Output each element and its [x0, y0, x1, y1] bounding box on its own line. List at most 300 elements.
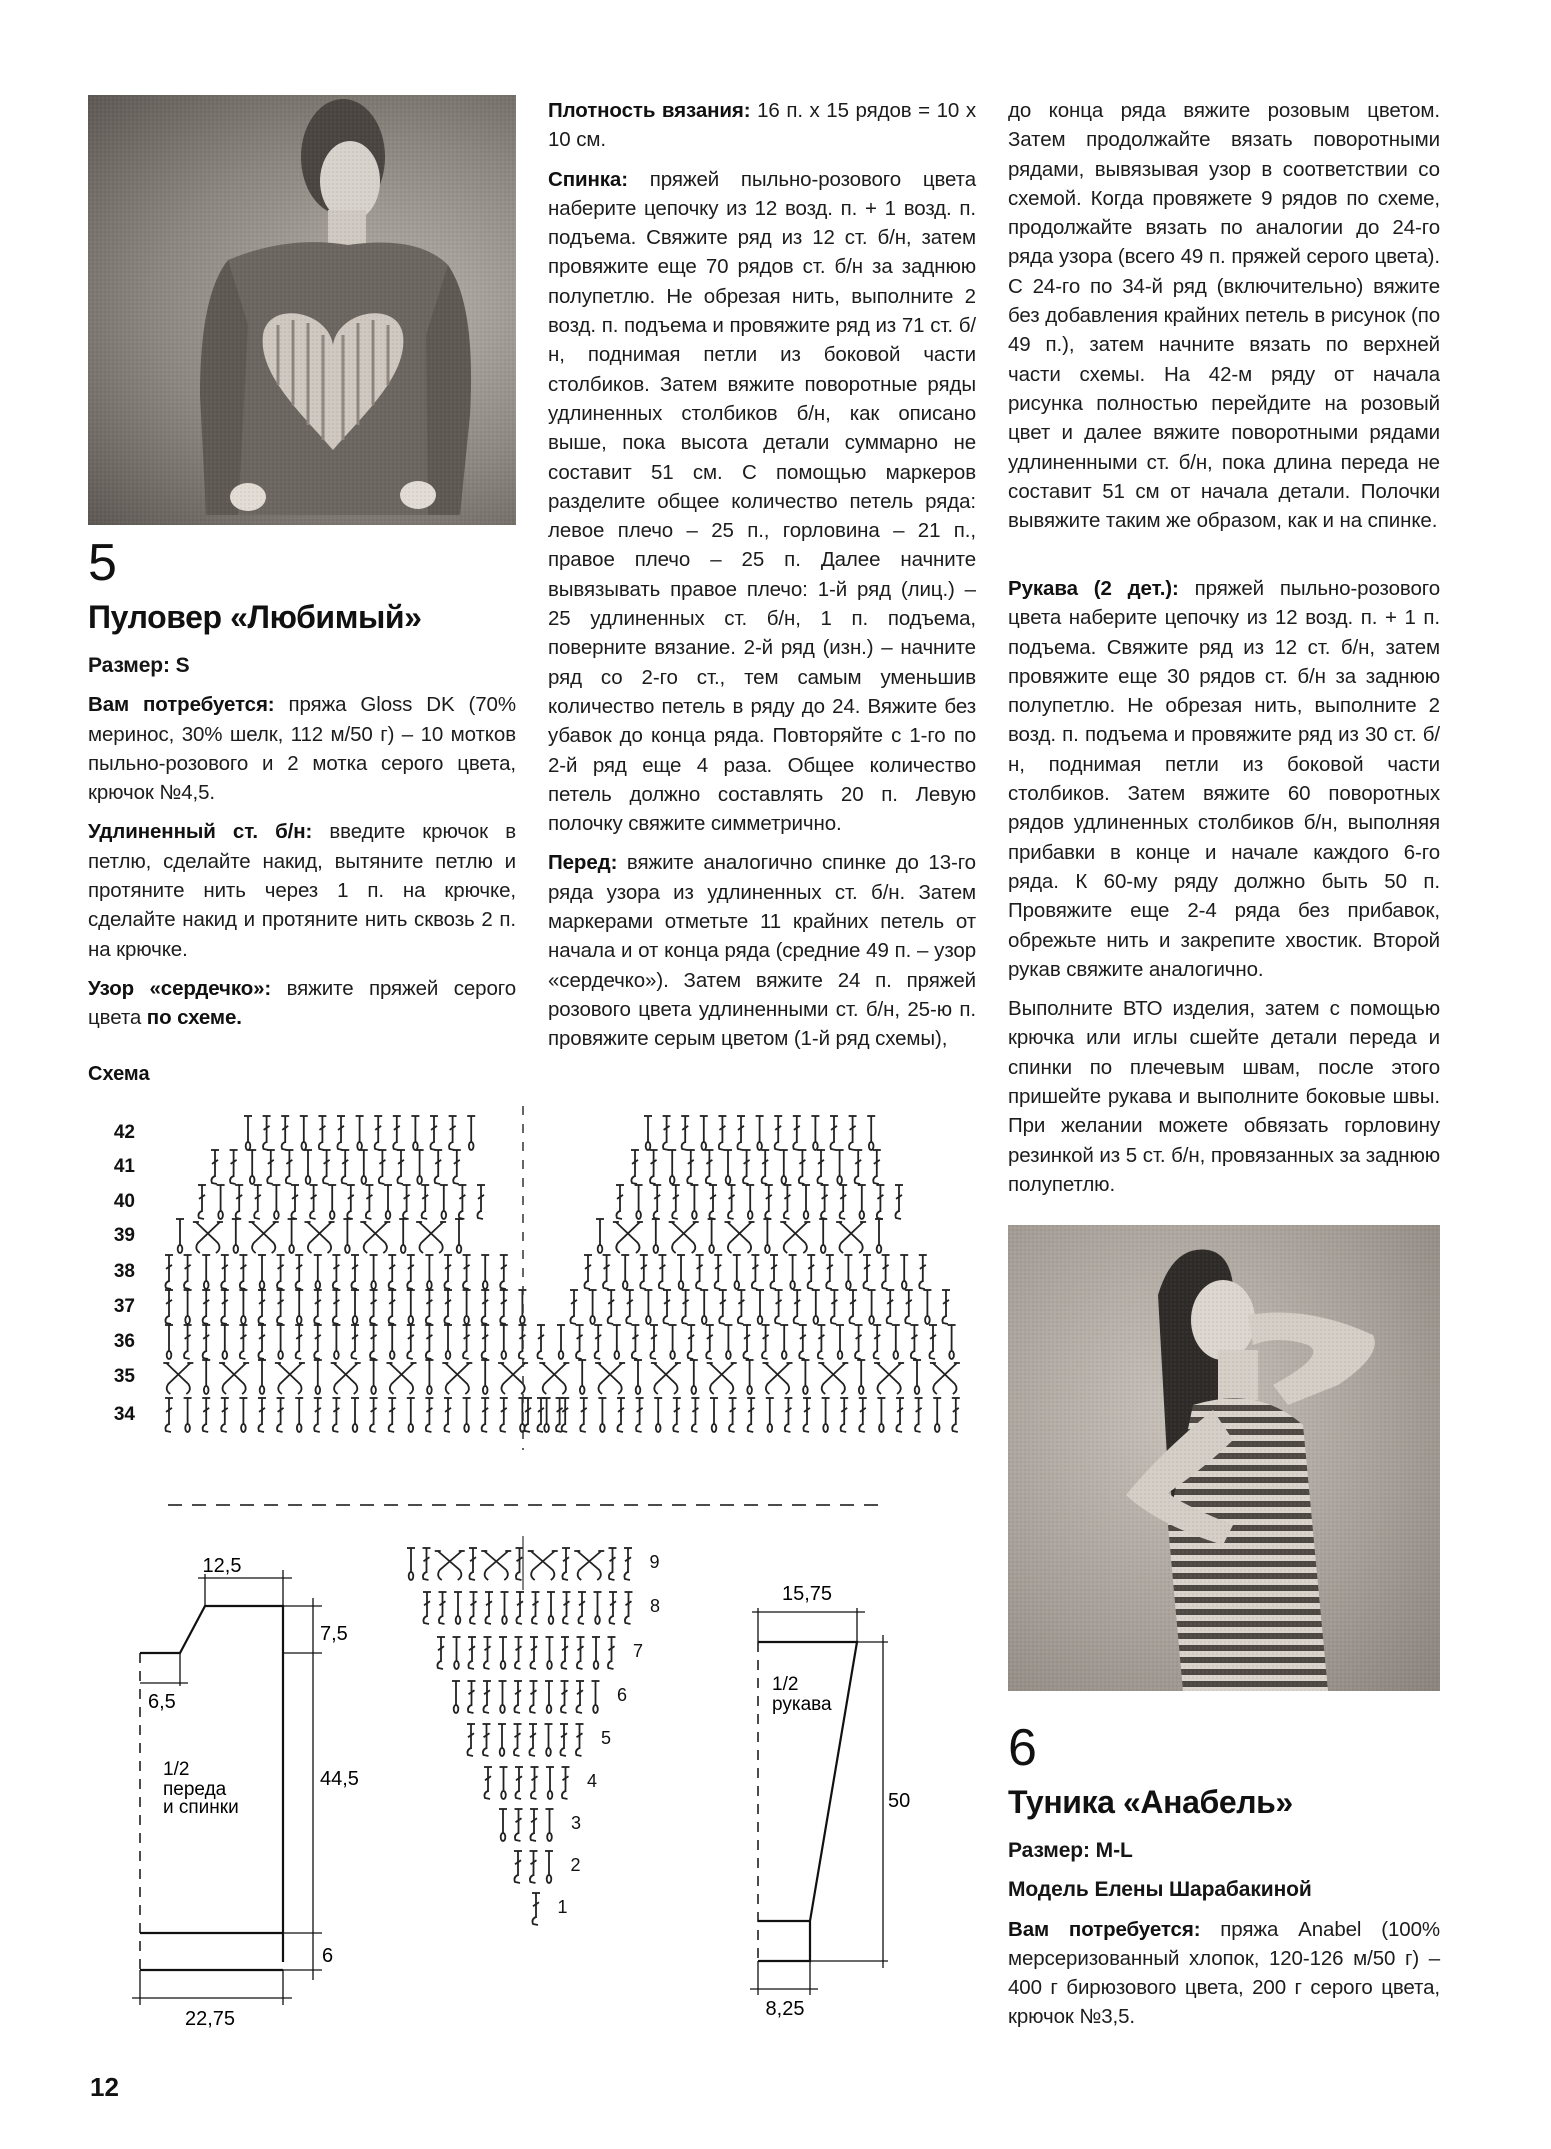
row-label: 41 — [113, 1156, 135, 1177]
stitch-symbol — [784, 1398, 792, 1432]
gauge — [548, 96, 976, 155]
stitch-symbol — [596, 1219, 604, 1253]
stitch-symbol — [314, 1398, 322, 1432]
stitch-symbol — [531, 1767, 539, 1799]
stitch-symbol — [594, 1592, 602, 1624]
stitch-symbol — [425, 1255, 433, 1289]
stitch-symbol — [873, 1150, 881, 1184]
stitch-symbol — [545, 1724, 553, 1756]
stitch-symbol — [285, 1150, 293, 1184]
stitch-symbol — [746, 1360, 754, 1394]
lower-chart — [407, 1536, 660, 1925]
stitch-symbol — [425, 1325, 433, 1359]
heart-pattern-note — [88, 974, 516, 1033]
stitch-symbol — [576, 1681, 584, 1713]
crossed-stitch-symbol — [528, 1551, 558, 1580]
row-label: 2 — [570, 1855, 581, 1875]
stitch-symbol — [439, 1592, 447, 1624]
stitch-symbol — [770, 1255, 778, 1289]
stitch-symbol — [592, 1637, 600, 1669]
stitch-symbol — [905, 1290, 913, 1324]
row-label: 8 — [650, 1596, 661, 1616]
stitch-symbol — [915, 1398, 923, 1432]
stitch-symbol — [341, 1150, 349, 1184]
stitch-symbol — [310, 1185, 318, 1219]
stitch-symbol — [184, 1290, 192, 1324]
stitch-symbol — [384, 1185, 392, 1219]
stitch-symbol — [839, 1185, 847, 1219]
stitch-symbol — [560, 1724, 568, 1756]
stitch-symbol — [636, 1398, 644, 1432]
stitch-symbol — [277, 1325, 285, 1359]
row-label: 34 — [113, 1404, 135, 1425]
stitch-symbol — [546, 1767, 554, 1799]
stitch-symbol — [230, 1150, 238, 1184]
stitch-symbol — [793, 1290, 801, 1324]
pattern6-materials — [1008, 1915, 1440, 2032]
tunic-photo — [1008, 1225, 1440, 1691]
stitch-symbol — [440, 1185, 448, 1219]
stitch-symbol — [577, 1637, 585, 1669]
stitch-symbol — [239, 1325, 247, 1359]
stitch-symbol — [184, 1325, 192, 1359]
stitch-symbol — [407, 1255, 415, 1289]
stitch-symbol — [719, 1290, 727, 1324]
stitch-symbol — [743, 1150, 751, 1184]
materials-text: пряжа Gloss DK (70% меринос, 30% шелк, 112 м/50 г) – 10 мотков пыльно-розового и 2 мотка серого цвета, крючок №4,5. — [88, 693, 516, 805]
stitch-symbol — [763, 1219, 771, 1253]
stitch-symbol — [873, 1325, 881, 1359]
stitch-symbol — [239, 1255, 247, 1289]
stitch-symbol — [882, 1255, 890, 1289]
stitch-symbol — [613, 1325, 621, 1359]
stitch-symbol — [530, 1809, 538, 1841]
stitch-symbol — [687, 1150, 695, 1184]
stitch-symbol — [449, 1116, 457, 1150]
stitch-symbol — [775, 1290, 783, 1324]
stitch-symbol — [421, 1185, 429, 1219]
crossed-stitch-symbol — [498, 1363, 528, 1394]
row-label: 39 — [113, 1225, 135, 1246]
stitch-symbol — [397, 1150, 405, 1184]
materials-label: Вам потребуется: — [88, 693, 275, 717]
stitch-symbol — [783, 1185, 791, 1219]
pullover-photo — [88, 95, 516, 525]
stitch-symbol — [724, 1150, 732, 1184]
stitch-symbol — [258, 1325, 266, 1359]
stitch-symbol — [817, 1150, 825, 1184]
stitch-symbol — [537, 1398, 545, 1432]
stitch-symbol — [184, 1398, 192, 1432]
stitch-symbol — [556, 1398, 564, 1432]
stitch-symbol — [481, 1360, 489, 1394]
row-label: 37 — [113, 1296, 135, 1317]
stitch-symbol — [608, 1637, 616, 1669]
stitch-symbol — [858, 1185, 866, 1219]
stitch-symbol — [561, 1398, 569, 1432]
dim-top-label: 12,5 — [202, 1555, 242, 1577]
stitch-symbol — [468, 1681, 476, 1713]
stitch-symbol — [747, 1398, 755, 1432]
crossed-stitch-symbol — [481, 1551, 511, 1580]
stitch-symbol — [625, 1592, 633, 1624]
body-outline — [140, 1606, 283, 1962]
sleeve-dim-length-label: 50 — [888, 1790, 911, 1812]
stitch-symbol — [514, 1724, 522, 1756]
front-text: вяжите аналогично спинке до 13-го ряда узора из удлиненных ст. б/н. Затем маркерами отметьте 11 крайних петель от начала и от конца ряда (средние 49 п. – узор «сердечко»). Затем вяжите 24 п. пряжей розового цвета удлиненными ст. б/н, 25-ю п. провяжите серым цветом (1-й ряд схемы), — [548, 851, 976, 1051]
stitch-symbol — [919, 1255, 927, 1289]
stitch-symbol — [288, 1219, 296, 1253]
stitch-symbol — [690, 1185, 698, 1219]
stitch-symbol — [370, 1325, 378, 1359]
stitch-symbol — [621, 1255, 629, 1289]
stitch-symbol — [812, 1290, 820, 1324]
stitch-symbol — [578, 1360, 586, 1394]
stitch-symbol — [469, 1548, 477, 1580]
stitch-symbol — [663, 1290, 671, 1324]
stitch-symbol — [500, 1767, 508, 1799]
stitch-symbol — [709, 1185, 717, 1219]
stitch-symbol — [799, 1325, 807, 1359]
stitch-symbol — [561, 1681, 569, 1713]
stitch-symbol — [530, 1681, 538, 1713]
stitch-symbol — [500, 1325, 508, 1359]
crossed-stitch-symbol — [387, 1363, 417, 1394]
stitch-symbol — [545, 1851, 553, 1883]
row-label: 35 — [113, 1366, 135, 1387]
stitch-symbol — [318, 1116, 326, 1150]
stitch-symbol — [463, 1255, 471, 1289]
dim-shoulder-label: 7,5 — [320, 1623, 348, 1645]
front-continuation — [1008, 96, 1440, 564]
stitch-symbol — [859, 1398, 867, 1432]
stitch-symbol — [910, 1325, 918, 1359]
stitch-symbol — [933, 1398, 941, 1432]
stitch-symbol — [258, 1290, 266, 1324]
stitch-symbol — [258, 1360, 266, 1394]
stitch-symbol — [737, 1290, 745, 1324]
stitch-symbol — [803, 1398, 811, 1432]
stitch-symbol — [407, 1290, 415, 1324]
schema-title: Схема — [88, 1063, 150, 1085]
stitch-symbol — [481, 1398, 489, 1432]
stitch-symbol — [374, 1116, 382, 1150]
stitch-symbol — [393, 1116, 401, 1150]
stitch-symbol — [499, 1637, 507, 1669]
stitch-symbol — [696, 1255, 704, 1289]
stitch-symbol — [202, 1398, 210, 1432]
sleeve-outline — [758, 1642, 857, 1961]
crossed-stitch-symbol — [930, 1363, 960, 1394]
stitch-symbol — [351, 1398, 359, 1432]
stitch-symbol — [235, 1185, 243, 1219]
stitch-symbol — [798, 1150, 806, 1184]
stitch-symbol — [617, 1398, 625, 1432]
crossed-stitch-symbol — [331, 1363, 361, 1394]
stitch-symbol — [221, 1255, 229, 1289]
stitch-symbol — [900, 1255, 908, 1289]
back-text: пряжей пыльно-розового цвета наберите цепочку из 12 возд. п. + 1 возд. п. подъема. Свяжите ряд из 12 ст. б/н, затем провяжите еще 70 рядов ст. б/н за заднюю полупетлю. Не обрезая нить, выполните 2 возд. п. подъема и провяжите ряд из 71 ст. б/н, поднимая петли из боковой части столбиков. Затем вяжите поворотные ряды удлиненных столбиков б/н, как описано выше, пока высота детали суммарно не составит 51 см. С помощью маркеров разделите общее количество петель ряда: левое плечо – 25 п., горловина – 21 п., правое плечо – 25 п. Далее начните вывязывать правое плечо: 1-й ряд (лиц.) – 25 удлиненных ст. б/н, 1 п. подъема, поверните вязание. 2-й ряд (изн.) – начните ряд со 2-го ст., тем самым уменьшив количество петель в ряду до 24. Вяжите без убавок до конца ряда. Повторяйте с 1-го по 2-й ряд еще 4 раза. Общее количество петель должно составлять 20 п. Левую полочку свяжите симметрично. — [548, 167, 976, 836]
pattern5-instructions-right — [1008, 96, 1440, 1209]
crossed-stitch-symbol — [669, 1222, 699, 1253]
stitch-symbol — [532, 1592, 540, 1624]
stitch-symbol — [277, 1290, 285, 1324]
stitch-symbol — [821, 1185, 829, 1219]
stitch-symbol — [868, 1290, 876, 1324]
stitch-symbol — [295, 1325, 303, 1359]
pattern5-number: 5 — [88, 534, 117, 592]
heart-text: вяжите пряжей серого цвета — [88, 976, 517, 1030]
stitch-symbol — [634, 1360, 642, 1394]
front-label: Перед: — [548, 851, 618, 875]
stitch-symbol — [407, 1325, 415, 1359]
front-continuation-text: до конца ряда вяжите розовым цветом. Затем продолжайте вязать поворотными рядами, вывязывая узор в соответствии со схемой. Когда провяжете 9 рядов по схеме, продолжайте вязать по аналогии до 24-го ряда узора (всего 49 п. пряжей серого цвета). С 24-го по 34-й ряд (включительно) вяжите без добавления крайних петель в рисунок (по 49 п.), затем начните вязать по верхней части схемы. На 42-м ряду от начала рисунка полностью перейдите на розовый цвет и далее вяжите поворотными рядами удлиненными ст. б/н, пока длина переда не составит 51 см от начала детали. Полочки вывяжите таким же образом, как и на спинке. — [1008, 99, 1440, 533]
stitch-symbol — [780, 1150, 788, 1184]
row-label: 42 — [113, 1122, 135, 1143]
stitch-symbol — [468, 1637, 476, 1669]
back-label: Спинка: — [548, 167, 628, 191]
stitch-symbol — [258, 1398, 266, 1432]
sleeves-instructions — [1008, 574, 1440, 984]
stitch-symbol — [518, 1325, 526, 1359]
stitch-symbol — [370, 1360, 378, 1394]
stitch-symbol — [444, 1255, 452, 1289]
stitch-symbol — [211, 1150, 219, 1184]
size-value: S — [175, 654, 190, 677]
stitch-symbol — [463, 1398, 471, 1432]
dim-side-label: 44,5 — [320, 1768, 359, 1790]
stitch-symbol — [232, 1219, 240, 1253]
crossed-stitch-symbol — [442, 1363, 472, 1394]
stitch-symbol — [467, 1116, 475, 1150]
stitch-symbol — [463, 1290, 471, 1324]
stitch-symbol — [817, 1325, 825, 1359]
size-label: Размер: — [88, 654, 170, 677]
stitch-symbol — [545, 1681, 553, 1713]
stitch-symbol — [499, 1809, 507, 1841]
pattern6-size — [1008, 1836, 1440, 1865]
stitch-symbol — [454, 1592, 462, 1624]
dim-rib-label: 6 — [322, 1945, 334, 1967]
stitch-symbol — [314, 1290, 322, 1324]
stitch-symbol — [360, 1150, 368, 1184]
stitch-symbol — [537, 1325, 545, 1359]
row-label: 1 — [557, 1897, 568, 1917]
stitch-symbol — [687, 1325, 695, 1359]
stitch-symbol — [254, 1185, 262, 1219]
stitch-symbol — [221, 1290, 229, 1324]
pattern6-intro — [1008, 1720, 1440, 2042]
crossed-stitch-symbol — [725, 1222, 755, 1253]
stitch-symbol — [669, 1325, 677, 1359]
stitch-symbol — [399, 1219, 407, 1253]
stitch-description — [88, 817, 516, 963]
stitch-symbol — [546, 1637, 554, 1669]
stitch-symbol — [855, 1325, 863, 1359]
stitch-symbol — [332, 1325, 340, 1359]
stitch-symbol — [570, 1290, 578, 1324]
body-label-3: и спинки — [163, 1797, 239, 1818]
stitch-symbol — [598, 1398, 606, 1432]
stitch-symbol — [295, 1290, 303, 1324]
stitch-symbol — [668, 1150, 676, 1184]
stitch-symbol — [644, 1290, 652, 1324]
row-label: 9 — [649, 1552, 660, 1572]
stitch-symbol — [631, 1150, 639, 1184]
stitch-symbol — [425, 1398, 433, 1432]
stitch-symbol — [658, 1255, 666, 1289]
body-schematic — [132, 1570, 322, 2005]
stitch-symbol — [291, 1185, 299, 1219]
crossed-stitch-symbol — [193, 1222, 223, 1253]
stitch-symbol — [677, 1255, 685, 1289]
stitch-symbol — [332, 1290, 340, 1324]
stitch-symbol — [434, 1150, 442, 1184]
stitch-symbol — [407, 1398, 415, 1432]
stitch-symbol — [300, 1116, 308, 1150]
stitch-symbol — [729, 1398, 737, 1432]
stitch-symbol — [356, 1116, 364, 1150]
finishing-instructions: Выполните ВТО изделия, затем с помощью крючка или иглы сшейте детали переда и спинки по плечевым швам, после этого пришейте рукава и выполните боковые швы. При желании можете обвязать горловину резинкой из 5 ст. б/н, провязанных за заднюю полупетлю. — [1008, 997, 1440, 1196]
stitch-symbol — [165, 1255, 173, 1289]
stitch-symbol — [470, 1592, 478, 1624]
stitch-symbol — [483, 1681, 491, 1713]
stitch-symbol — [351, 1255, 359, 1289]
stitch-symbol — [635, 1185, 643, 1219]
crossed-stitch-symbol — [539, 1363, 569, 1394]
stitch-symbol — [892, 1325, 900, 1359]
tunic-photo-illustration — [1008, 1225, 1440, 1691]
stitch-symbol — [328, 1185, 336, 1219]
stitch-symbol — [706, 1325, 714, 1359]
stitch-symbol — [477, 1185, 485, 1219]
stitch-symbol — [624, 1548, 632, 1580]
stitch-symbol — [221, 1398, 229, 1432]
stitch-symbol — [481, 1255, 489, 1289]
stitch-symbol — [650, 1325, 658, 1359]
crossed-stitch-symbol — [305, 1222, 335, 1253]
stitch-symbol — [388, 1325, 396, 1359]
body-label-2: переда — [163, 1779, 227, 1800]
stitch-symbol — [467, 1724, 475, 1756]
stitch-symbol — [631, 1325, 639, 1359]
crossed-stitch-symbol — [613, 1222, 643, 1253]
stitch-symbol — [388, 1290, 396, 1324]
row-label: 7 — [633, 1641, 644, 1661]
stitch-symbol — [616, 1185, 624, 1219]
sleeve-dim-bottom-label: 8,25 — [765, 1998, 805, 2020]
crossed-stitch-symbol — [836, 1222, 866, 1253]
stitch-symbol — [840, 1398, 848, 1432]
stitch-symbol — [578, 1592, 586, 1624]
stitch-symbol — [453, 1150, 461, 1184]
stitch-symbol — [765, 1185, 773, 1219]
stitch-symbol — [886, 1290, 894, 1324]
size-label: Размер: — [1008, 1839, 1090, 1862]
row-label: 4 — [587, 1771, 598, 1791]
stitch-symbol — [561, 1637, 569, 1669]
stitch-symbol — [337, 1116, 345, 1150]
stitch-symbol — [896, 1398, 904, 1432]
stitch-symbol — [923, 1290, 931, 1324]
stitch-symbol — [403, 1185, 411, 1219]
back-instructions — [548, 165, 976, 839]
stitch-symbol — [370, 1290, 378, 1324]
dim-neck-label: 6,5 — [148, 1691, 176, 1713]
stitch-symbol — [714, 1255, 722, 1289]
pullover-photo-illustration — [88, 95, 516, 525]
stitch-symbol — [584, 1255, 592, 1289]
stitch-symbol — [500, 1290, 508, 1324]
stitch-symbol — [425, 1360, 433, 1394]
stitch-symbol — [501, 1592, 509, 1624]
heart-bold-tail: по схеме. — [146, 1006, 242, 1030]
stitch-symbol — [202, 1360, 210, 1394]
stitch-symbol — [762, 1325, 770, 1359]
pattern6-number: 6 — [1008, 1719, 1037, 1777]
sleeve-dim-top-label: 15,75 — [781, 1583, 833, 1605]
stitch-symbol — [388, 1398, 396, 1432]
stitch-symbol — [653, 1185, 661, 1219]
pattern5-size — [88, 651, 516, 680]
stitch-symbol — [863, 1255, 871, 1289]
stitch-symbol — [733, 1255, 741, 1289]
size-value: M-L — [1095, 1839, 1133, 1862]
stitch-symbol — [370, 1398, 378, 1432]
crossed-stitch-symbol — [818, 1363, 848, 1394]
stitch-symbol — [532, 1893, 540, 1925]
stitch-symbol — [594, 1325, 602, 1359]
crossed-stitch-symbol — [435, 1551, 465, 1580]
stitch-symbol — [563, 1592, 571, 1624]
stitch-symbol — [913, 1360, 921, 1394]
page-number: 12 — [90, 2072, 119, 2102]
stitch-symbol — [500, 1255, 508, 1289]
stitch-symbol — [576, 1724, 584, 1756]
stitch-symbol — [258, 1255, 266, 1289]
stitch-symbol — [751, 1255, 759, 1289]
stitch-symbol — [529, 1724, 537, 1756]
stitch-symbol — [515, 1637, 523, 1669]
sleeve-schematic — [750, 1608, 888, 1995]
stitch-symbol — [640, 1255, 648, 1289]
stitch-symbol — [239, 1398, 247, 1432]
stitch-symbol — [423, 1592, 431, 1624]
stitch-symbol — [543, 1398, 551, 1432]
stitch-symbol — [444, 1398, 452, 1432]
stitch-symbol — [802, 1185, 810, 1219]
body-label-1: 1/2 — [163, 1759, 190, 1780]
stitch-symbol — [652, 1219, 660, 1253]
crossed-stitch-symbol — [249, 1222, 279, 1253]
heart-label: Узор «сердечко»: — [88, 976, 272, 1000]
row-label: 5 — [601, 1728, 612, 1748]
stitch-symbol — [295, 1255, 303, 1289]
stitch-symbol — [444, 1325, 452, 1359]
stitch-symbol — [198, 1185, 206, 1219]
stitch-symbol — [580, 1398, 588, 1432]
stitch-symbol — [516, 1548, 524, 1580]
row-label: 40 — [113, 1191, 135, 1212]
crossed-stitch-symbol — [707, 1363, 737, 1394]
stitch-symbol — [221, 1325, 229, 1359]
crossed-stitch-symbol — [595, 1363, 625, 1394]
stitch-symbol — [895, 1185, 903, 1219]
stitch-symbol — [562, 1548, 570, 1580]
stitch-symbol — [524, 1398, 532, 1432]
stitch-symbol — [530, 1851, 538, 1883]
stitch-symbol — [609, 1592, 617, 1624]
